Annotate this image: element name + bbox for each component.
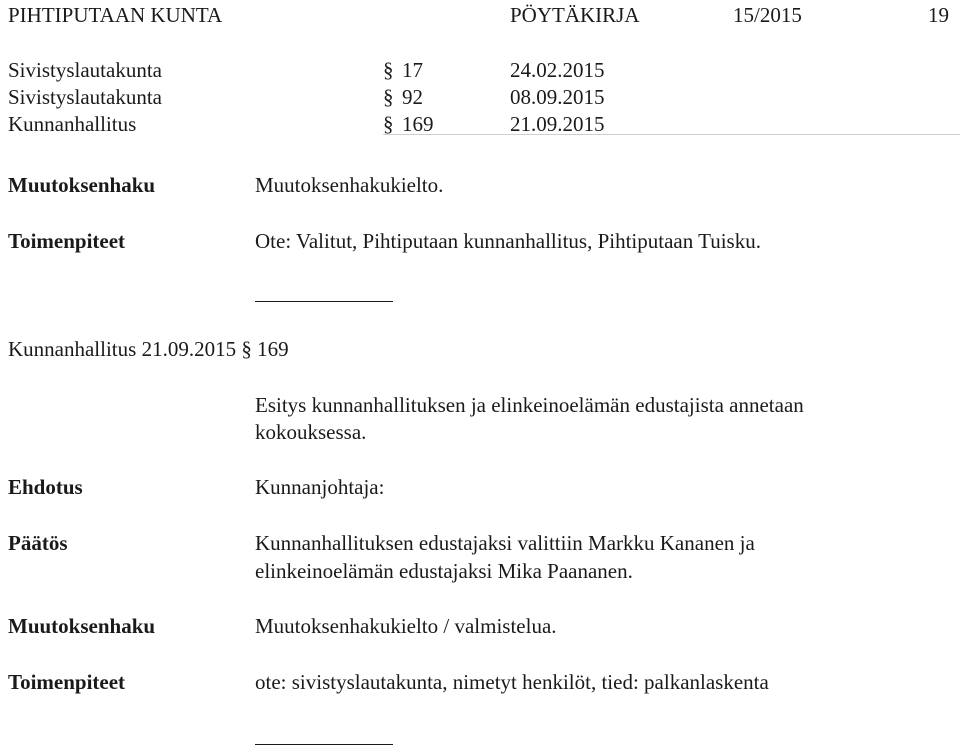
section-symbol: § (383, 112, 394, 136)
history-date: 21.09.2015 (510, 112, 605, 136)
history-body: Sivistyslautakunta (8, 85, 162, 109)
history-date: 24.02.2015 (510, 58, 605, 82)
section-symbol: § (383, 58, 394, 82)
actions-text: ote: sivistyslautakunta, nimetyt henkilöt, tied: palkanlaskenta (255, 670, 769, 694)
decision-text-line-2: elinkeinoelämän edustajaksi Mika Paananen. (255, 559, 633, 583)
intro-text-line-2: kokouksessa. (255, 420, 367, 444)
separator-line (255, 744, 393, 745)
page-number: 19 (928, 3, 949, 27)
proposal-label: Ehdotus (8, 475, 83, 499)
document-number: 15/2015 (733, 3, 802, 27)
decision-text-line-1: Kunnanhallituksen edustajaksi valittiin Markku Kananen ja (255, 531, 755, 555)
history-body: Kunnanhallitus (8, 112, 137, 136)
history-section: 92 (402, 85, 423, 109)
section-symbol: § (241, 337, 252, 361)
actions-text: Ote: Valitut, Pihtiputaan kunnanhallitus, Pihtiputaan Tuisku. (255, 229, 761, 253)
history-section: 169 (402, 112, 434, 136)
appeal-label: Muutoksenhaku (8, 173, 156, 197)
appeal-label: Muutoksenhaku (8, 614, 156, 638)
history-section: 17 (402, 58, 423, 82)
appeal-text: Muutoksenhakukielto / valmistelua. (255, 614, 557, 638)
actions-label: Toimenpiteet (8, 670, 126, 694)
proposal-text: Kunnanjohtaja: (255, 475, 385, 499)
meeting-section: 169 (257, 337, 289, 361)
history-divider (383, 134, 960, 135)
document-type: PÖYTÄKIRJA (510, 3, 640, 27)
history-body: Sivistyslautakunta (8, 58, 162, 82)
separator-line (255, 301, 393, 302)
decision-label: Päätös (8, 531, 68, 555)
meeting-prefix: Kunnanhallitus 21.09.2015 (8, 337, 237, 361)
section-symbol: § (383, 85, 394, 109)
appeal-text: Muutoksenhakukielto. (255, 173, 444, 197)
municipality-name: PIHTIPUTAAN KUNTA (8, 3, 223, 27)
meeting-heading (8, 336, 289, 362)
history-date: 08.09.2015 (510, 85, 605, 109)
intro-text-line-1: Esitys kunnanhallituksen ja elinkeinoelämän edustajista annetaan (255, 393, 804, 417)
actions-label: Toimenpiteet (8, 229, 126, 253)
